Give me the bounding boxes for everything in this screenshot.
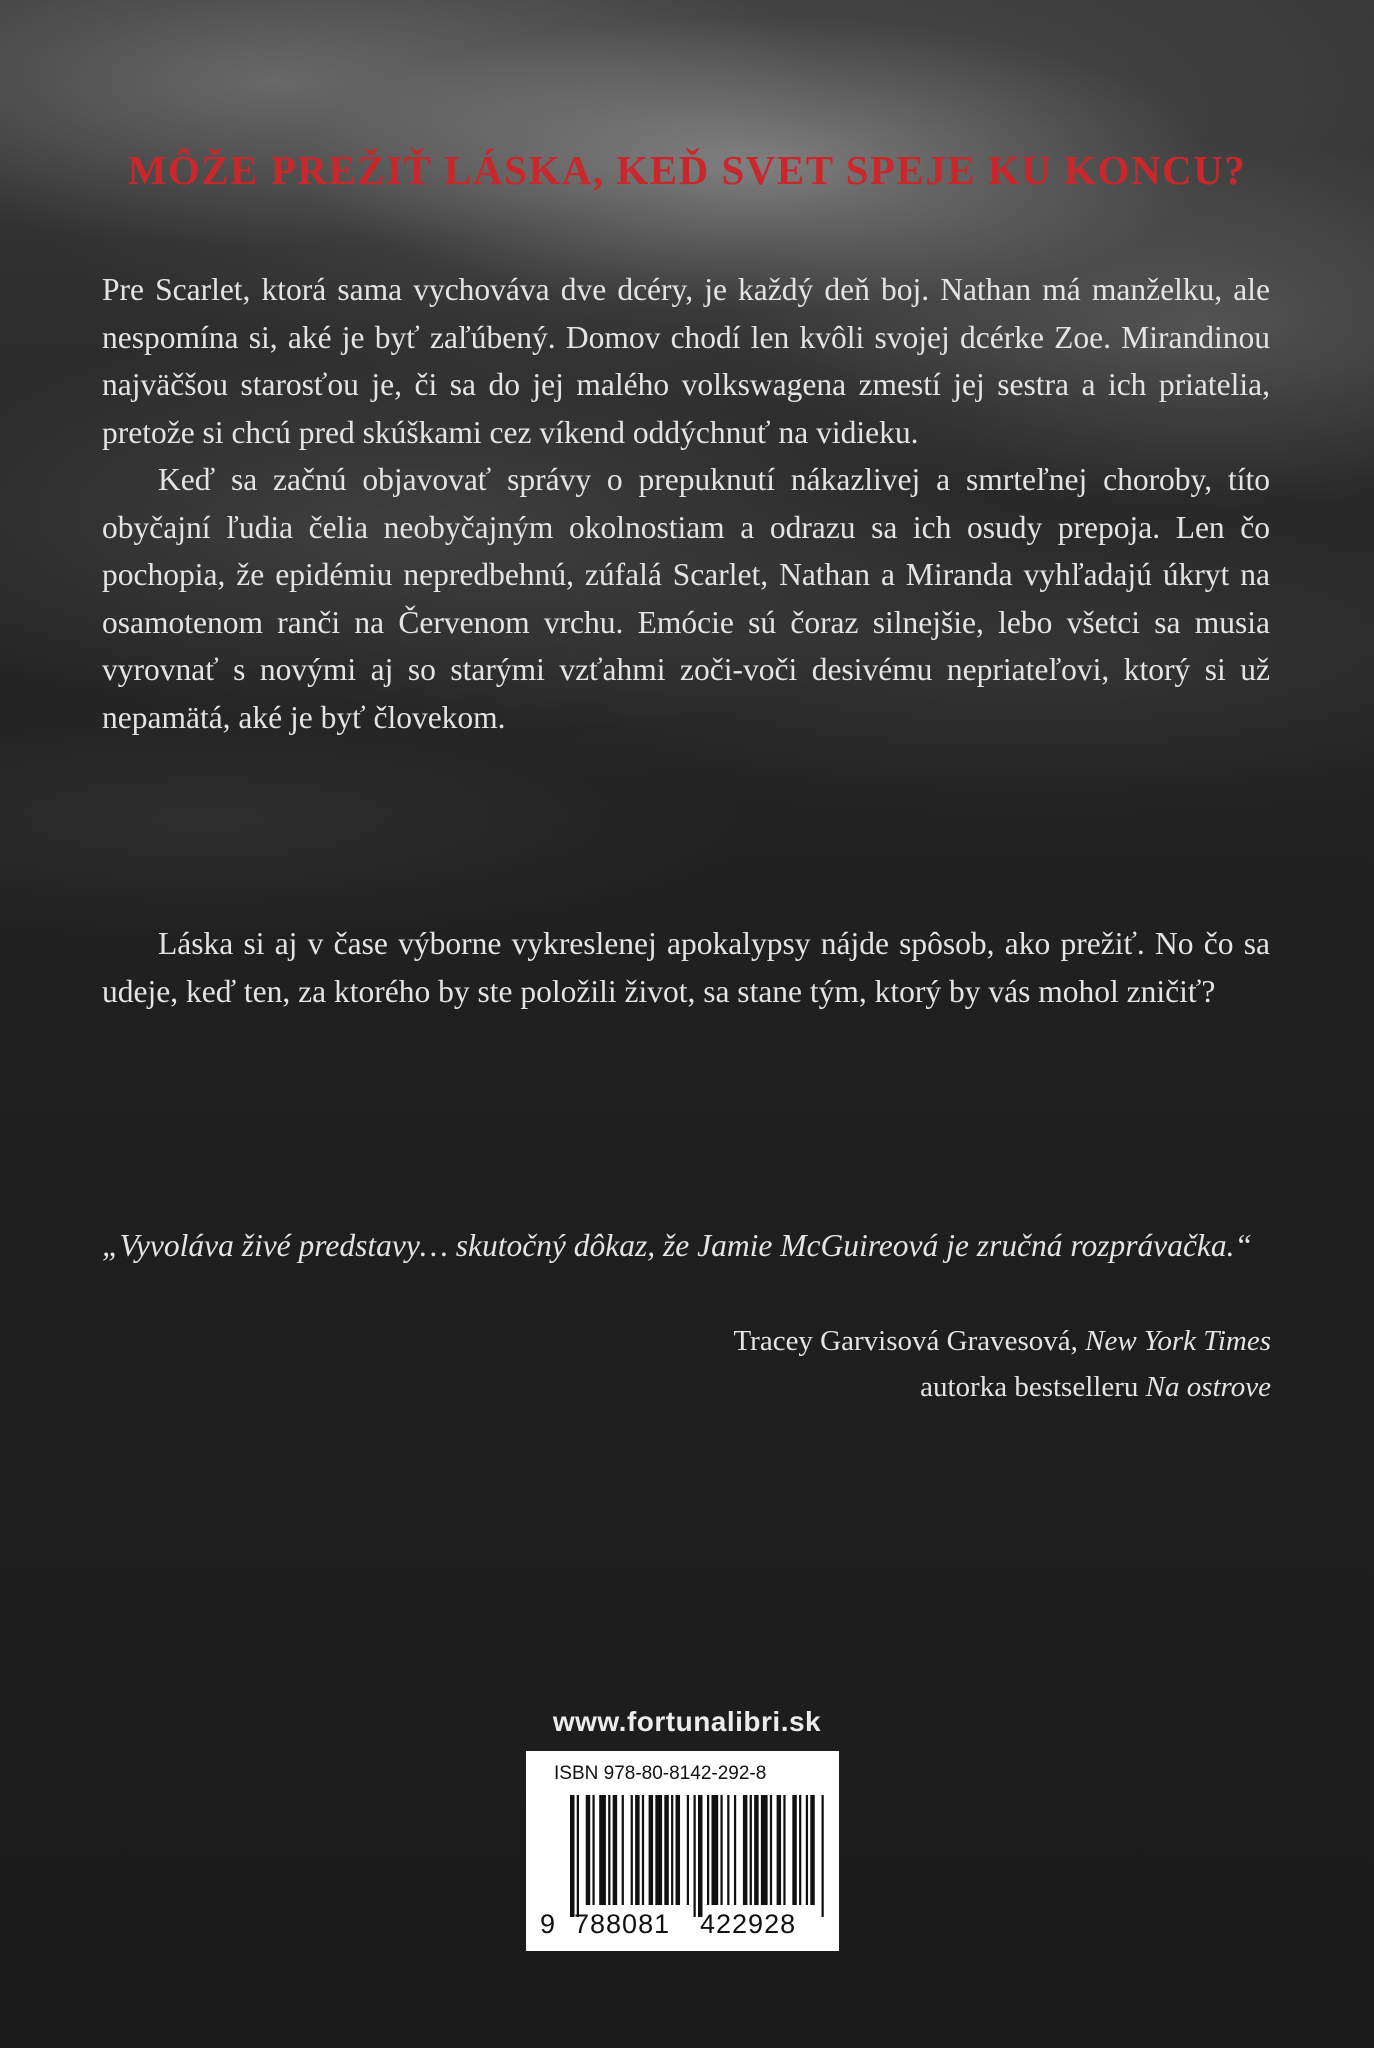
barcode-bar [608,1795,610,1905]
barcode-digit-first: 9 [540,1909,557,1939]
barcode-bar [570,1795,574,1917]
barcode-bar [664,1795,668,1905]
barcode-bar [711,1795,718,1905]
publisher-website: www.fortunalibri.sk [552,1706,822,1737]
barcode-bar [649,1795,653,1905]
barcode-bar [592,1795,594,1905]
barcode-digits [540,1909,830,1940]
barcode-icon [570,1795,826,1917]
barcode-bar [694,1795,696,1917]
barcode-bar [655,1795,662,1905]
attribution-publication: New York Times [1085,1325,1271,1357]
barcode-bar [599,1795,606,1905]
attribution-book-title: Na ostrove [1145,1371,1271,1403]
barcode-bar [622,1795,624,1905]
headline: MÔŽE PREŽIŤ LÁSKA, KEĎ SVET SPEJE KU KONCU? [127,147,1247,193]
blurb-paragraph-2: Keď sa začnú objavovať správy o prepuknutí nákazlivej a smrteľnej choroby, títo obyčajní ľudia čelia neobyčajným okolnostiam a odrazu sa ich osudy prepoja. Len čo pochopia, že epidémiu nepredbehnú, zúfalá Scarlet, Nathan a Miranda vyhľadajú úkryt na osamotenom ranči na Červenom vrchu. Emócie sú čoraz silnejšie, lebo všetci sa musia vyrovnať s novými aj so starými vzťahmi zoči-voči desivému nepriateľovi, ktorý si už nepamätá, aké je byť človekom. [102,462,1270,735]
blurb-closing [102,920,1270,1015]
barcode-bar [577,1795,579,1917]
barcode-bar [642,1795,644,1905]
barcode-bar [698,1795,702,1917]
barcode-bar [810,1795,814,1905]
barcode-bar [799,1795,801,1905]
quote-attribution [371,1318,1271,1410]
barcode-digits-left: 788081 [574,1909,671,1939]
barcode-digits-right: 422928 [700,1909,797,1939]
barcode-bar [671,1795,673,1905]
attribution-line-1 [371,1318,1271,1364]
barcode-bar [761,1795,768,1905]
barcode-bar [635,1795,639,1905]
barcode-bar [750,1795,752,1905]
barcode-bar [720,1795,722,1905]
blurb-paragraph-1: Pre Scarlet, ktorá sama vychováva dve dcéry, je každý deň boj. Nathan má manželku, ale nespomína si, aké je byť zaľúbený. Domov chodí len kvôli svojej dcérke Zoe. Mirandinou najväčšou starosťou je, či sa do jej malého volkswagena zmestí jej sestra a ich priatelia, pretože si chcú pred skúškami cez víkend oddýchnuť na vidieku. [102,272,1270,450]
review-quote: „Vyvoláva živé predstavy… skutočný dôkaz, že Jamie McGuireová je zručná rozprávačka.“ [102,1228,1253,1263]
barcode-bar [727,1795,729,1905]
barcode-bar [687,1795,689,1905]
attribution-credit: autorka bestselleru [920,1371,1146,1403]
barcode-bar [777,1795,781,1905]
blurb-main [102,266,1270,741]
barcode-bar [613,1795,617,1905]
barcode-bar [754,1795,758,1905]
barcode-bar [806,1795,808,1905]
blurb-paragraph-3: Láska si aj v čase výborne vykreslenej apokalypsy nájde spôsob, ako prežiť. No čo sa udeje, keď ten, za ktorého by ste položili život, sa stane tým, ktorý by vás mohol zničiť? [102,926,1270,1009]
barcode-bar [770,1795,772,1905]
barcode-bar [734,1795,736,1905]
barcode-bar [707,1795,709,1905]
isbn-label: ISBN 978-80-8142-292-8 [554,1763,767,1784]
barcode-bar [676,1795,680,1905]
barcode-bar [586,1795,590,1905]
attribution-author: Tracey Garvisová Gravesová, [733,1325,1086,1357]
barcode-bar [631,1795,633,1905]
barcode-bar [783,1795,785,1905]
isbn-barcode-box [526,1751,839,1951]
barcode-bar [822,1795,824,1917]
barcode-bar [743,1795,747,1905]
barcode-bar [792,1795,796,1905]
attribution-line-2 [371,1364,1271,1410]
